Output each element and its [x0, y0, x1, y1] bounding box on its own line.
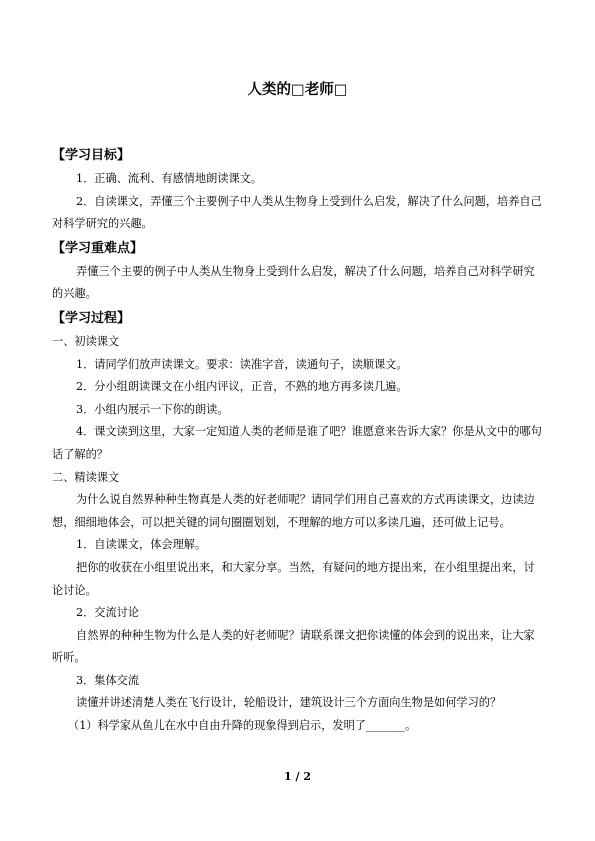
- section-heading-key-points: 【学习重难点】: [52, 240, 144, 256]
- close-reading-step-1-text: 把你的收获在小组里说出来，和大家分享。当然，有疑问的地方提出来，在小组里提出来，讨论讨论。: [52, 560, 535, 597]
- key-points-text: 弄懂三个主要的例子中人类从生物身上受到什么启发，解决了什么问题，培养自己对科学研究的兴趣。: [52, 264, 535, 301]
- close-reading-step-2-text: 自然界的种种生物为什么是人类的好老师呢？请联系课文把你读懂的体会到的说出来，让大家听听。: [52, 628, 535, 665]
- close-reading-step-3-text: 读懂并讲述清楚人类在飞行设计，轮船设计，建筑设计三个方面向生物是如何学习的？: [76, 696, 502, 710]
- page-number: 1 / 2: [284, 770, 311, 783]
- part-label-first-reading: 一、初读课文: [52, 334, 120, 348]
- section-heading-objectives: 【学习目标】: [52, 148, 131, 163]
- first-reading-item-4: 4．课文读到这里，大家一定知道人类的老师是谁了吧？谁愿意来告诉大家？你是从文中的哪句话了解的？: [52, 425, 542, 461]
- question-1: （1）科学家从鱼儿在水中自由升降的现象得到启示，发明了_______。: [68, 719, 417, 733]
- first-reading-item-2: 2．分小组朗读课文在小组内评议，正音，不熟的地方再多读几遍。: [76, 380, 408, 394]
- first-reading-item-3: 3．小组内展示一下你的朗读。: [76, 402, 229, 416]
- objective-item-2: 2．自读课文，弄懂三个主要例子中人类从生物身上受到什么启发，解决了什么问题，培养自己对科学研究的兴趣。: [52, 194, 542, 231]
- close-reading-step-3: 3．集体交流: [76, 673, 140, 687]
- section-heading-process: 【学习过程】: [52, 310, 131, 326]
- close-reading-step-2: 2．交流讨论: [76, 606, 140, 620]
- objective-item-1: 1．正确、流利、有感情地朗读课文。: [76, 172, 263, 185]
- document-title: 人类的□老师□: [247, 82, 348, 98]
- close-reading-intro: 为什么说自然界种种生物真是人类的好老师呢？请同学们用自己喜欢的方式再读课文，边读边想，细细地体会，可以把关键的词句圈圈划划，不理解的地方可以多读几遍，还可做上记号。: [52, 493, 535, 529]
- document-body: [52, 143, 545, 738]
- part-label-close-reading: 二、精读课文: [52, 470, 120, 484]
- close-reading-step-1: 1．自读课文，体会理解。: [76, 538, 207, 552]
- first-reading-item-1: 1．请同学们放声读课文。要求：读准字音，读通句子，读顺课文。: [76, 357, 408, 371]
